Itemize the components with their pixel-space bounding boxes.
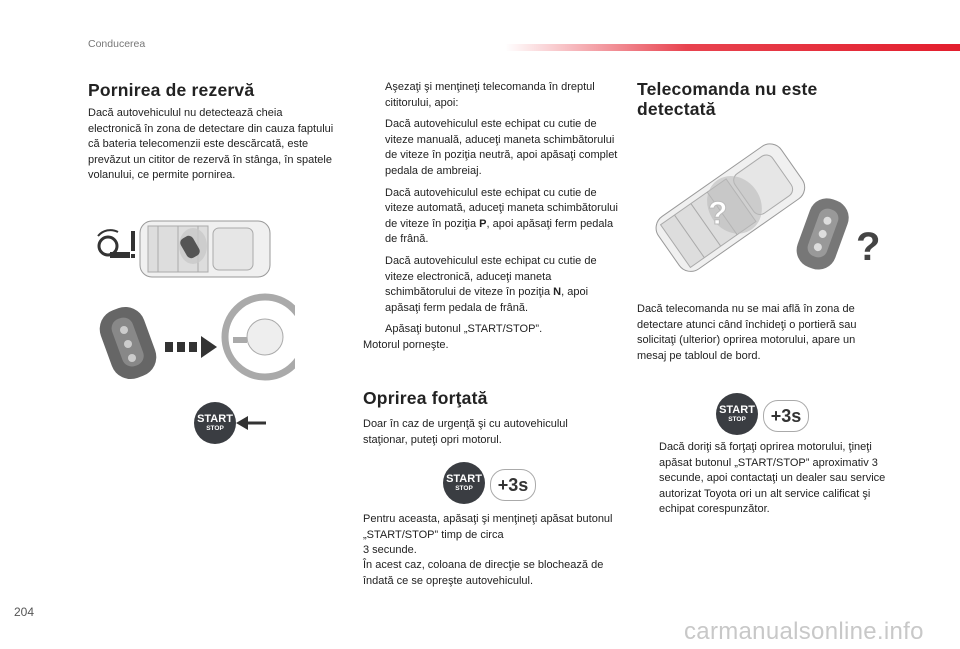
list-item: Dacă autovehiculul este echipat cu cutie de viteze electronică, aduceţi maneta schimbătorului de viteze în poziţia N, apoi apăsaţi ferm pedala de frână.	[385, 254, 597, 314]
key-fob-icon	[95, 301, 162, 384]
forced-stop-note: În acest caz, coloana de direcţie se blochează de îndată ce se opreşte autovehiculul.	[363, 559, 604, 587]
stop-label: STOP	[206, 424, 224, 432]
list-item: Dacă autovehiculul este echipat cu cutie de viteze automată, aduceţi maneta schimbătorului de viteze în poziţia P, apoi apăsaţi ferm pedala de frână.	[385, 186, 618, 246]
start-stop-button	[194, 402, 236, 444]
backup-start-intro: Dacă autovehiculul nu detectează cheia electronică în zona de detectare din cauza faptului că bateria telecomenzii este descărcată, este prevăzut un cititor de rezervă în stânga, în spatele volanului, ce permite pornirea.	[88, 107, 334, 182]
forced-stop-duration: 3 secunde.	[363, 544, 417, 556]
remote-not-detected-title: Telecomanda nu este detectată	[637, 79, 818, 119]
start-stop-button	[716, 393, 758, 435]
start-label: START	[197, 412, 233, 425]
arrow-left-icon	[236, 413, 266, 433]
stop-label: STOP	[455, 484, 473, 492]
header-accent-line	[505, 44, 960, 51]
start-stop-button	[443, 462, 485, 504]
van-undetected-illustration	[648, 138, 888, 286]
van-top-view	[140, 221, 270, 277]
forced-stop-title: Oprirea forţată	[363, 388, 488, 408]
start-label: START	[446, 472, 482, 485]
start-label: START	[719, 403, 755, 416]
watermark: carmanualsonline.info	[684, 618, 924, 645]
warning-key-icon	[98, 230, 135, 258]
list-item: Dacă doriţi să forţaţi oprirea motorului, ţineţi apăsat butonul „START/STOP” aproximativ 3 secunde, apoi contactaţi un dealer sau service autorizat Toyota ori un alt service calificat şi echipat corespunzător.	[659, 441, 886, 516]
stop-label: STOP	[728, 415, 746, 423]
section-title: Conducerea	[88, 38, 146, 50]
plus-3s-badge: +3s	[490, 469, 536, 501]
question-mark-icon: ?	[708, 195, 728, 231]
dashed-arrow-icon	[165, 336, 217, 358]
question-mark-icon: ?	[856, 225, 881, 269]
forced-stop-intro: Doar în caz de urgenţă şi cu autovehiculul staţionar, puteţi opri motorul.	[363, 418, 568, 446]
result-text: Motorul porneşte.	[363, 338, 449, 351]
start-steps-list	[363, 80, 618, 354]
van-key-illustration	[88, 206, 278, 288]
list-item: Aşezaţi şi menţineţi telecomanda în dreptul cititorului, apoi:	[385, 81, 595, 109]
steering-wheel-icon	[225, 297, 295, 377]
backup-start-title: Pornirea de rezervă	[88, 80, 255, 100]
remote-not-detected-para: Dacă telecomanda nu se mai află în zona de detectare atunci când închideţi o portieră sau solicitaţi (ulterior) oprirea motorului, apare un mesaj pe tabloul de bord.	[637, 303, 857, 362]
key-to-reader-illustration	[95, 292, 295, 384]
key-fob-icon	[792, 193, 854, 274]
list-item: Apăsaţi butonul „START/STOP”.	[385, 323, 543, 336]
forced-stop-para: Pentru aceasta, apăsaţi şi menţineţi apăsat butonul „START/STOP” timp de circa	[363, 513, 613, 541]
page-number: 204	[14, 605, 35, 619]
list-item: Dacă autovehiculul este echipat cu cutie de viteze manuală, aduceţi maneta schimbătorului de viteze în poziţia neutră, apoi apăsaţi complet pedala de ambreiaj.	[385, 118, 618, 177]
van-top-view	[651, 138, 811, 276]
plus-3s-badge: +3s	[763, 400, 809, 432]
